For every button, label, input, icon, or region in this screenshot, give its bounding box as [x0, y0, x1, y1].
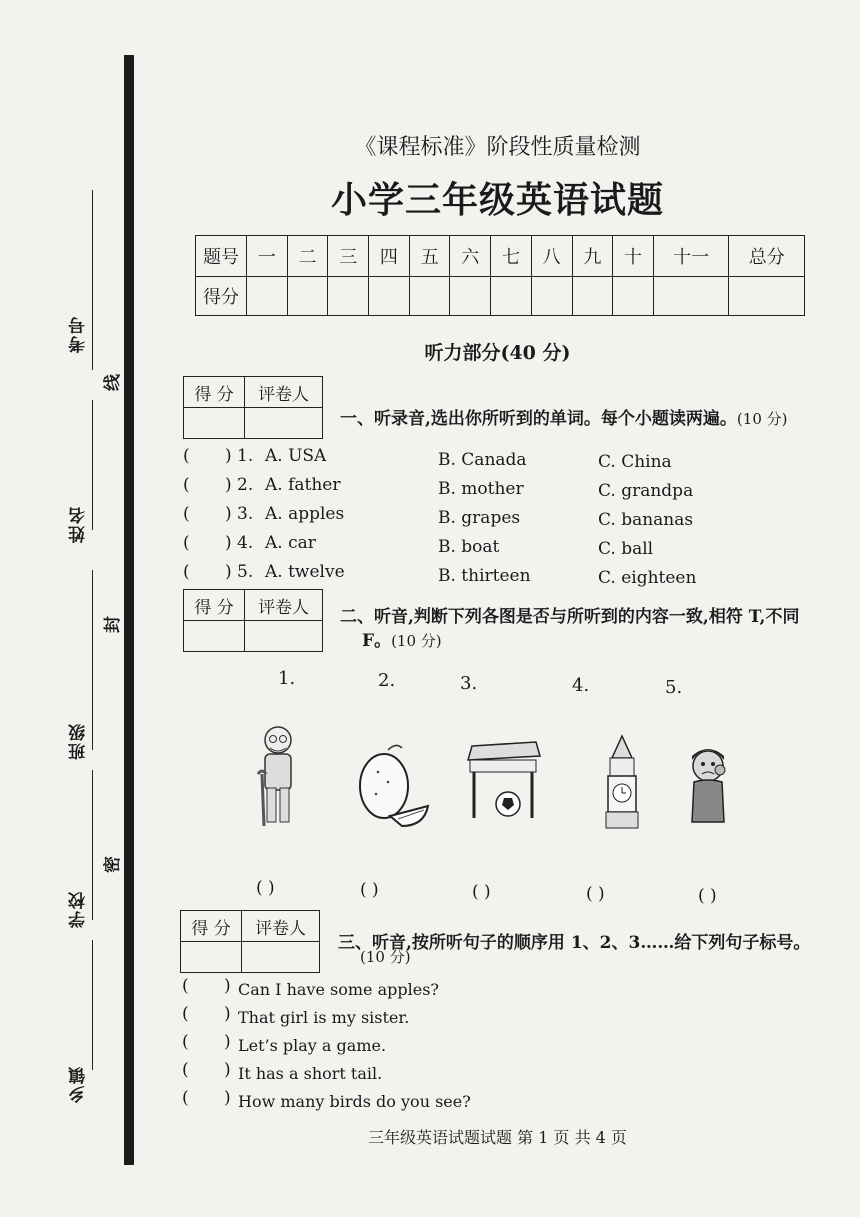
score-table-row1-label: 题号 [196, 236, 247, 277]
item-number: ) 2. [225, 475, 254, 495]
grader-box-2 [183, 589, 323, 652]
q1-points: (10 分) [736, 410, 788, 428]
option-a: A. apples [265, 504, 345, 524]
answer-paren-close: ) [224, 976, 231, 996]
picture-number-1: 1. [278, 668, 296, 689]
picture-answer-4[interactable]: ( ) [586, 884, 605, 904]
score-cell[interactable] [409, 277, 450, 316]
score-cell[interactable] [531, 277, 572, 316]
grader-name-cell[interactable] [242, 942, 320, 973]
option-a: A. father [265, 475, 341, 495]
seal-mark-mi: 密 [103, 856, 123, 873]
score-col-6: 六 [450, 236, 491, 277]
option-a: A. car [265, 533, 316, 553]
town-label: 乡镇 [69, 1065, 89, 1103]
sentence-text: It has a short tail. [238, 1064, 383, 1083]
score-col-3: 三 [328, 236, 369, 277]
score-cell[interactable] [247, 277, 288, 316]
option-b: B. thirteen [438, 566, 531, 586]
score-col-2: 二 [287, 236, 328, 277]
grader-score-cell[interactable] [184, 621, 245, 652]
score-col-7: 七 [491, 236, 532, 277]
answer-paren-open[interactable]: ( [182, 1088, 189, 1108]
item-number: ) 3. [225, 504, 254, 524]
class-line [92, 570, 93, 750]
score-col-total: 总分 [729, 236, 805, 277]
town-line [92, 940, 93, 1070]
option-c: C. grandpa [598, 481, 694, 501]
score-table-row2-label: 得分 [196, 277, 247, 316]
score-cell[interactable] [369, 277, 410, 316]
score-col-4: 四 [369, 236, 410, 277]
item-number: ) 1. [225, 446, 254, 466]
name-line [92, 400, 93, 530]
grader-name-label: 评卷人 [245, 377, 323, 408]
q1-instruction [340, 404, 787, 429]
option-a: A. twelve [265, 562, 345, 582]
option-a: A. USA [265, 446, 327, 466]
score-col-1: 一 [247, 236, 288, 277]
grader-score-label: 得 分 [184, 590, 245, 621]
answer-paren-open[interactable]: ( [183, 533, 190, 553]
page-footer: 三年级英语试题试题 第 1 页 共 4 页 [368, 1128, 627, 1147]
option-c: C. bananas [598, 510, 694, 530]
answer-paren-open[interactable]: ( [183, 504, 190, 524]
exam-subtitle: 《课程标准》阶段性质量检测 [354, 135, 641, 160]
picture-number-2: 2. [378, 670, 396, 691]
seal-mark-feng: 封 [103, 616, 123, 633]
answer-paren-open[interactable]: ( [182, 1060, 189, 1080]
answer-paren-open[interactable]: ( [182, 1032, 189, 1052]
score-cell[interactable] [613, 277, 654, 316]
grader-box-3 [180, 910, 320, 973]
class-label: 班级 [69, 722, 89, 760]
q1-items [183, 446, 743, 586]
sentence-text: That girl is my sister. [238, 1008, 410, 1027]
picture-number-5: 5. [665, 677, 683, 698]
score-col-8: 八 [531, 236, 572, 277]
answer-paren-open[interactable]: ( [183, 562, 190, 582]
score-cell[interactable] [328, 277, 369, 316]
option-b: B. Canada [438, 450, 527, 470]
grader-score-cell[interactable] [181, 942, 242, 973]
sentence-text: How many birds do you see? [238, 1092, 471, 1111]
score-col-5: 五 [409, 236, 450, 277]
q1-instruction-text: 一、听录音,选出你所听到的单词。每个小题读两遍。 [340, 409, 737, 429]
score-col-9: 九 [572, 236, 613, 277]
grader-score-label: 得 分 [184, 377, 245, 408]
grader-score-cell[interactable] [184, 408, 245, 439]
q3-points: (10 分) [360, 948, 411, 966]
score-cell[interactable] [653, 277, 729, 316]
option-c: C. China [598, 452, 672, 472]
answer-paren-close: ) [224, 1004, 231, 1024]
q3-instruction: 三、听音,按所听句子的顺序用 1、2、3……给下列句子标号。 [338, 933, 811, 953]
name-label: 姓名 [69, 505, 89, 543]
option-b: B. mother [438, 479, 524, 499]
score-col-10: 十 [613, 236, 654, 277]
exam-title: 小学三年级英语试题 [330, 179, 664, 221]
q2-instruction-line2 [362, 626, 442, 651]
q2-points: (10 分) [391, 632, 442, 650]
school-line [92, 770, 93, 920]
answer-paren-close: ) [224, 1032, 231, 1052]
picture-answer-1[interactable]: ( ) [256, 878, 275, 898]
grandpa-picture [248, 722, 308, 830]
score-cell[interactable] [491, 277, 532, 316]
desk-ball-picture [464, 738, 544, 824]
answer-paren-open[interactable]: ( [183, 446, 190, 466]
grader-name-cell[interactable] [245, 621, 323, 652]
score-cell[interactable] [729, 277, 805, 316]
score-cell[interactable] [572, 277, 613, 316]
picture-number-3: 3. [460, 673, 478, 694]
answer-paren-open[interactable]: ( [182, 976, 189, 996]
score-table [195, 235, 805, 316]
grader-name-cell[interactable] [245, 408, 323, 439]
seal-mark-xian: 线 [103, 374, 123, 391]
score-col-11: 十一 [653, 236, 729, 277]
q2-instruction-line1: 二、听音,判断下列各图是否与所听到的内容一致,相符 T,不同 [340, 607, 800, 627]
answer-paren-close: ) [224, 1060, 231, 1080]
picture-answer-5[interactable]: ( ) [698, 886, 717, 906]
item-number: ) 5. [225, 562, 254, 582]
picture-number-4: 4. [572, 675, 590, 696]
answer-paren-open[interactable]: ( [183, 475, 190, 495]
school-label: 学校 [69, 890, 89, 928]
picture-answer-2[interactable]: ( ) [360, 880, 379, 900]
q2-instruction-line2-text: F。 [362, 631, 392, 651]
answer-paren-open[interactable]: ( [182, 1004, 189, 1024]
grader-score-label: 得 分 [181, 911, 242, 942]
sad-boy-picture [686, 740, 730, 824]
score-cell[interactable] [450, 277, 491, 316]
option-c: C. ball [598, 539, 654, 559]
sentence-text: Let’s play a game. [238, 1036, 387, 1055]
option-b: B. boat [438, 537, 500, 557]
score-cell[interactable] [287, 277, 328, 316]
grader-name-label: 评卷人 [242, 911, 320, 942]
option-b: B. grapes [438, 508, 521, 528]
orange-picture [358, 742, 430, 828]
q3-points-line [360, 946, 411, 967]
picture-answer-3[interactable]: ( ) [472, 882, 491, 902]
listening-heading: 听力部分(40 分) [424, 342, 571, 364]
item-number: ) 4. [225, 533, 254, 553]
option-c: C. eighteen [598, 568, 697, 588]
sentence-text: Can I have some apples? [238, 980, 439, 999]
grader-box-1 [183, 376, 323, 439]
answer-paren-close: ) [224, 1088, 231, 1108]
grader-name-label: 评卷人 [245, 590, 323, 621]
q3-sentences [182, 976, 582, 1116]
kaohao-label: 考号 [69, 315, 89, 353]
clock-tower-picture [602, 736, 642, 832]
